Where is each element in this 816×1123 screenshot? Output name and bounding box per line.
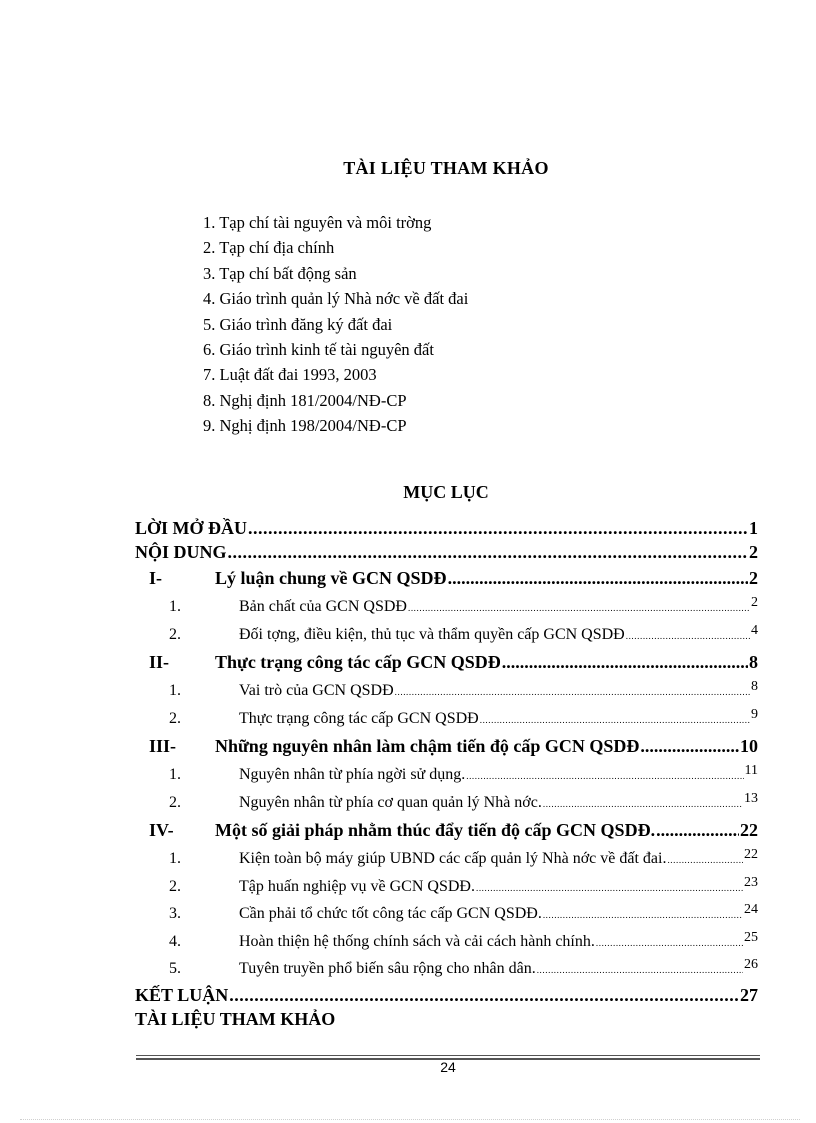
page-edge-dots (20, 1119, 800, 1120)
toc-subentry-page: 8 (751, 679, 758, 694)
dot-leader (543, 791, 743, 817)
references-list (203, 210, 468, 439)
toc-subentry (135, 928, 758, 956)
toc-subentry-number: 1. (169, 850, 181, 867)
toc-subentry-page: 26 (744, 957, 758, 972)
toc-subentry-page: 2 (751, 595, 758, 610)
dot-leader (408, 595, 750, 621)
dot-leader (656, 816, 739, 845)
table-of-contents (135, 516, 758, 1031)
toc-subentry-number: 3. (169, 905, 181, 922)
toc-subentry-label: Cần phải tổ chức tốt công tác cấp GCN QSDĐ. (239, 905, 542, 922)
toc-subentry-number: 5. (169, 960, 181, 977)
reference-item: 2. Tạp chí địa chính (203, 238, 335, 258)
toc-subentry-number: 1. (169, 682, 181, 699)
toc-entry-label: NỘI DUNG (135, 542, 227, 562)
toc-section-page: 10 (740, 736, 758, 756)
toc-entry-page: 27 (740, 984, 758, 1005)
page-number: 24 (440, 1059, 456, 1075)
toc-entry-page: 1 (749, 518, 758, 538)
toc-subentry-label: Nguyên nhân từ phía cơ quan quản lý Nhà nớc. (239, 793, 542, 811)
toc-subentry-label: Vai trò của GCN QSDĐ (239, 682, 394, 699)
toc-entry-label: LỜI MỞ ĐẦU (135, 518, 247, 538)
toc-entry-references (135, 1007, 758, 1031)
dot-leader (466, 763, 743, 789)
toc-subentry-number: 4. (169, 932, 181, 950)
toc-section-entry (135, 816, 758, 845)
toc-subentry-page: 9 (751, 706, 758, 722)
toc-section-entry (135, 648, 758, 677)
toc-subentry-label: Kiện toàn bộ máy giúp UBND các cấp quản lý Nhà nớc về đất đai. (239, 850, 667, 867)
dot-leader (543, 902, 743, 928)
dot-leader (228, 540, 748, 564)
toc-subentry-label: Thực trạng công tác cấp GCN QSDĐ (239, 709, 479, 727)
toc-subentry-number: 1. (169, 766, 181, 783)
toc-section-entry (135, 732, 758, 761)
toc-subentry-number: 2. (169, 793, 181, 811)
toc-subentry-page: 25 (744, 929, 758, 945)
reference-item: 5. Giáo trình đăng ký đất đai (203, 314, 393, 334)
reference-item: 1. Tạp chí tài nguyên và môi trờng (203, 213, 432, 232)
toc-subentry-page: 4 (751, 622, 758, 638)
dot-leader (476, 875, 743, 901)
footer-rule (136, 1055, 760, 1056)
toc-subentry-label: Nguyên nhân từ phía ngời sử dụng. (239, 766, 466, 783)
toc-subentry-label: Tập huấn nghiệp vụ về GCN QSDĐ. (239, 877, 475, 895)
dot-leader (229, 983, 739, 1007)
toc-section-number: IV- (149, 820, 174, 840)
toc-subentry-label: Hoàn thiện hệ thống chính sách và cải cách hành chính. (239, 932, 595, 950)
dot-leader (596, 930, 743, 956)
toc-subentry-page: 11 (744, 763, 758, 778)
reference-item: 6. Giáo trình kinh tế tài nguyên đất (203, 339, 434, 359)
dot-leader (248, 516, 748, 540)
toc-subentry-number: 2. (169, 709, 181, 727)
toc-subentry-page: 22 (744, 847, 758, 862)
dot-leader (537, 957, 743, 983)
dot-leader (395, 679, 750, 705)
toc-subentry (135, 593, 758, 621)
reference-item: 9. Nghị định 198/2004/NĐ-CP (203, 416, 407, 436)
toc-subentry (135, 761, 758, 789)
toc-subentry (135, 705, 758, 733)
toc-subentry-number: 2. (169, 625, 181, 643)
toc-section-page: 2 (749, 568, 758, 588)
toc-title: MỤC LỤC (403, 481, 489, 502)
toc-section-number: I- (149, 568, 162, 588)
reference-item: 7. Luật đất đai 1993, 2003 (203, 365, 377, 385)
reference-item: 4. Giáo trình quản lý Nhà nớc về đất đai (203, 289, 469, 309)
toc-subentry-page: 24 (744, 902, 758, 917)
toc-subentry-number: 1. (169, 598, 181, 615)
toc-subentry (135, 873, 758, 901)
toc-subentry-label: Tuyên truyền phổ biến sâu rộng cho nhân dân. (239, 960, 536, 977)
toc-section-entry (135, 564, 758, 593)
toc-subentry (135, 677, 758, 705)
toc-section-number: III- (149, 736, 177, 756)
toc-subentry (135, 955, 758, 983)
toc-entry-introduction (135, 516, 758, 540)
toc-section-label: Một số giải pháp nhằm thúc đẩy tiến độ cấp GCN QSDĐ. (215, 820, 656, 840)
dot-leader (448, 564, 748, 593)
toc-entry-page: 2 (749, 542, 758, 562)
reference-item: 3. Tạp chí bất động sản (203, 263, 357, 283)
dot-leader (502, 648, 748, 677)
toc-subentry-page: 13 (744, 790, 758, 806)
toc-entry-conclusion (135, 983, 758, 1007)
references-title: TÀI LIỆU THAM KHẢO (343, 158, 549, 179)
toc-section-label: Những nguyên nhân làm chậm tiến độ cấp GCN QSDĐ (215, 736, 640, 756)
toc-subentry (135, 900, 758, 928)
toc-section-label: Lý luận chung về GCN QSDĐ (215, 568, 447, 588)
dot-leader (480, 707, 750, 733)
toc-section-label: Thực trạng công tác cấp GCN QSDĐ (215, 652, 501, 672)
dot-leader (626, 623, 750, 649)
toc-subentry-label: Đối tợng, điều kiện, thủ tục và thẩm quyền cấp GCN QSDĐ (239, 625, 625, 643)
toc-section-page: 22 (740, 820, 758, 840)
toc-entry-label: KẾT LUẬN (135, 984, 229, 1005)
toc-section-page: 8 (749, 652, 758, 672)
toc-section-number: II- (149, 652, 170, 672)
toc-subentry (135, 621, 758, 649)
toc-entry-content (135, 540, 758, 564)
toc-subentry (135, 845, 758, 873)
toc-subentry-number: 2. (169, 877, 181, 895)
toc-subentry-label: Bản chất của GCN QSDĐ (239, 598, 407, 615)
toc-subentry (135, 789, 758, 817)
dot-leader (667, 847, 743, 873)
reference-item: 8. Nghị định 181/2004/NĐ-CP (203, 390, 407, 410)
toc-entry-label: TÀI LIỆU THAM KHẢO (135, 1008, 336, 1029)
toc-subentry-page: 23 (744, 874, 758, 890)
dot-leader (640, 732, 739, 761)
